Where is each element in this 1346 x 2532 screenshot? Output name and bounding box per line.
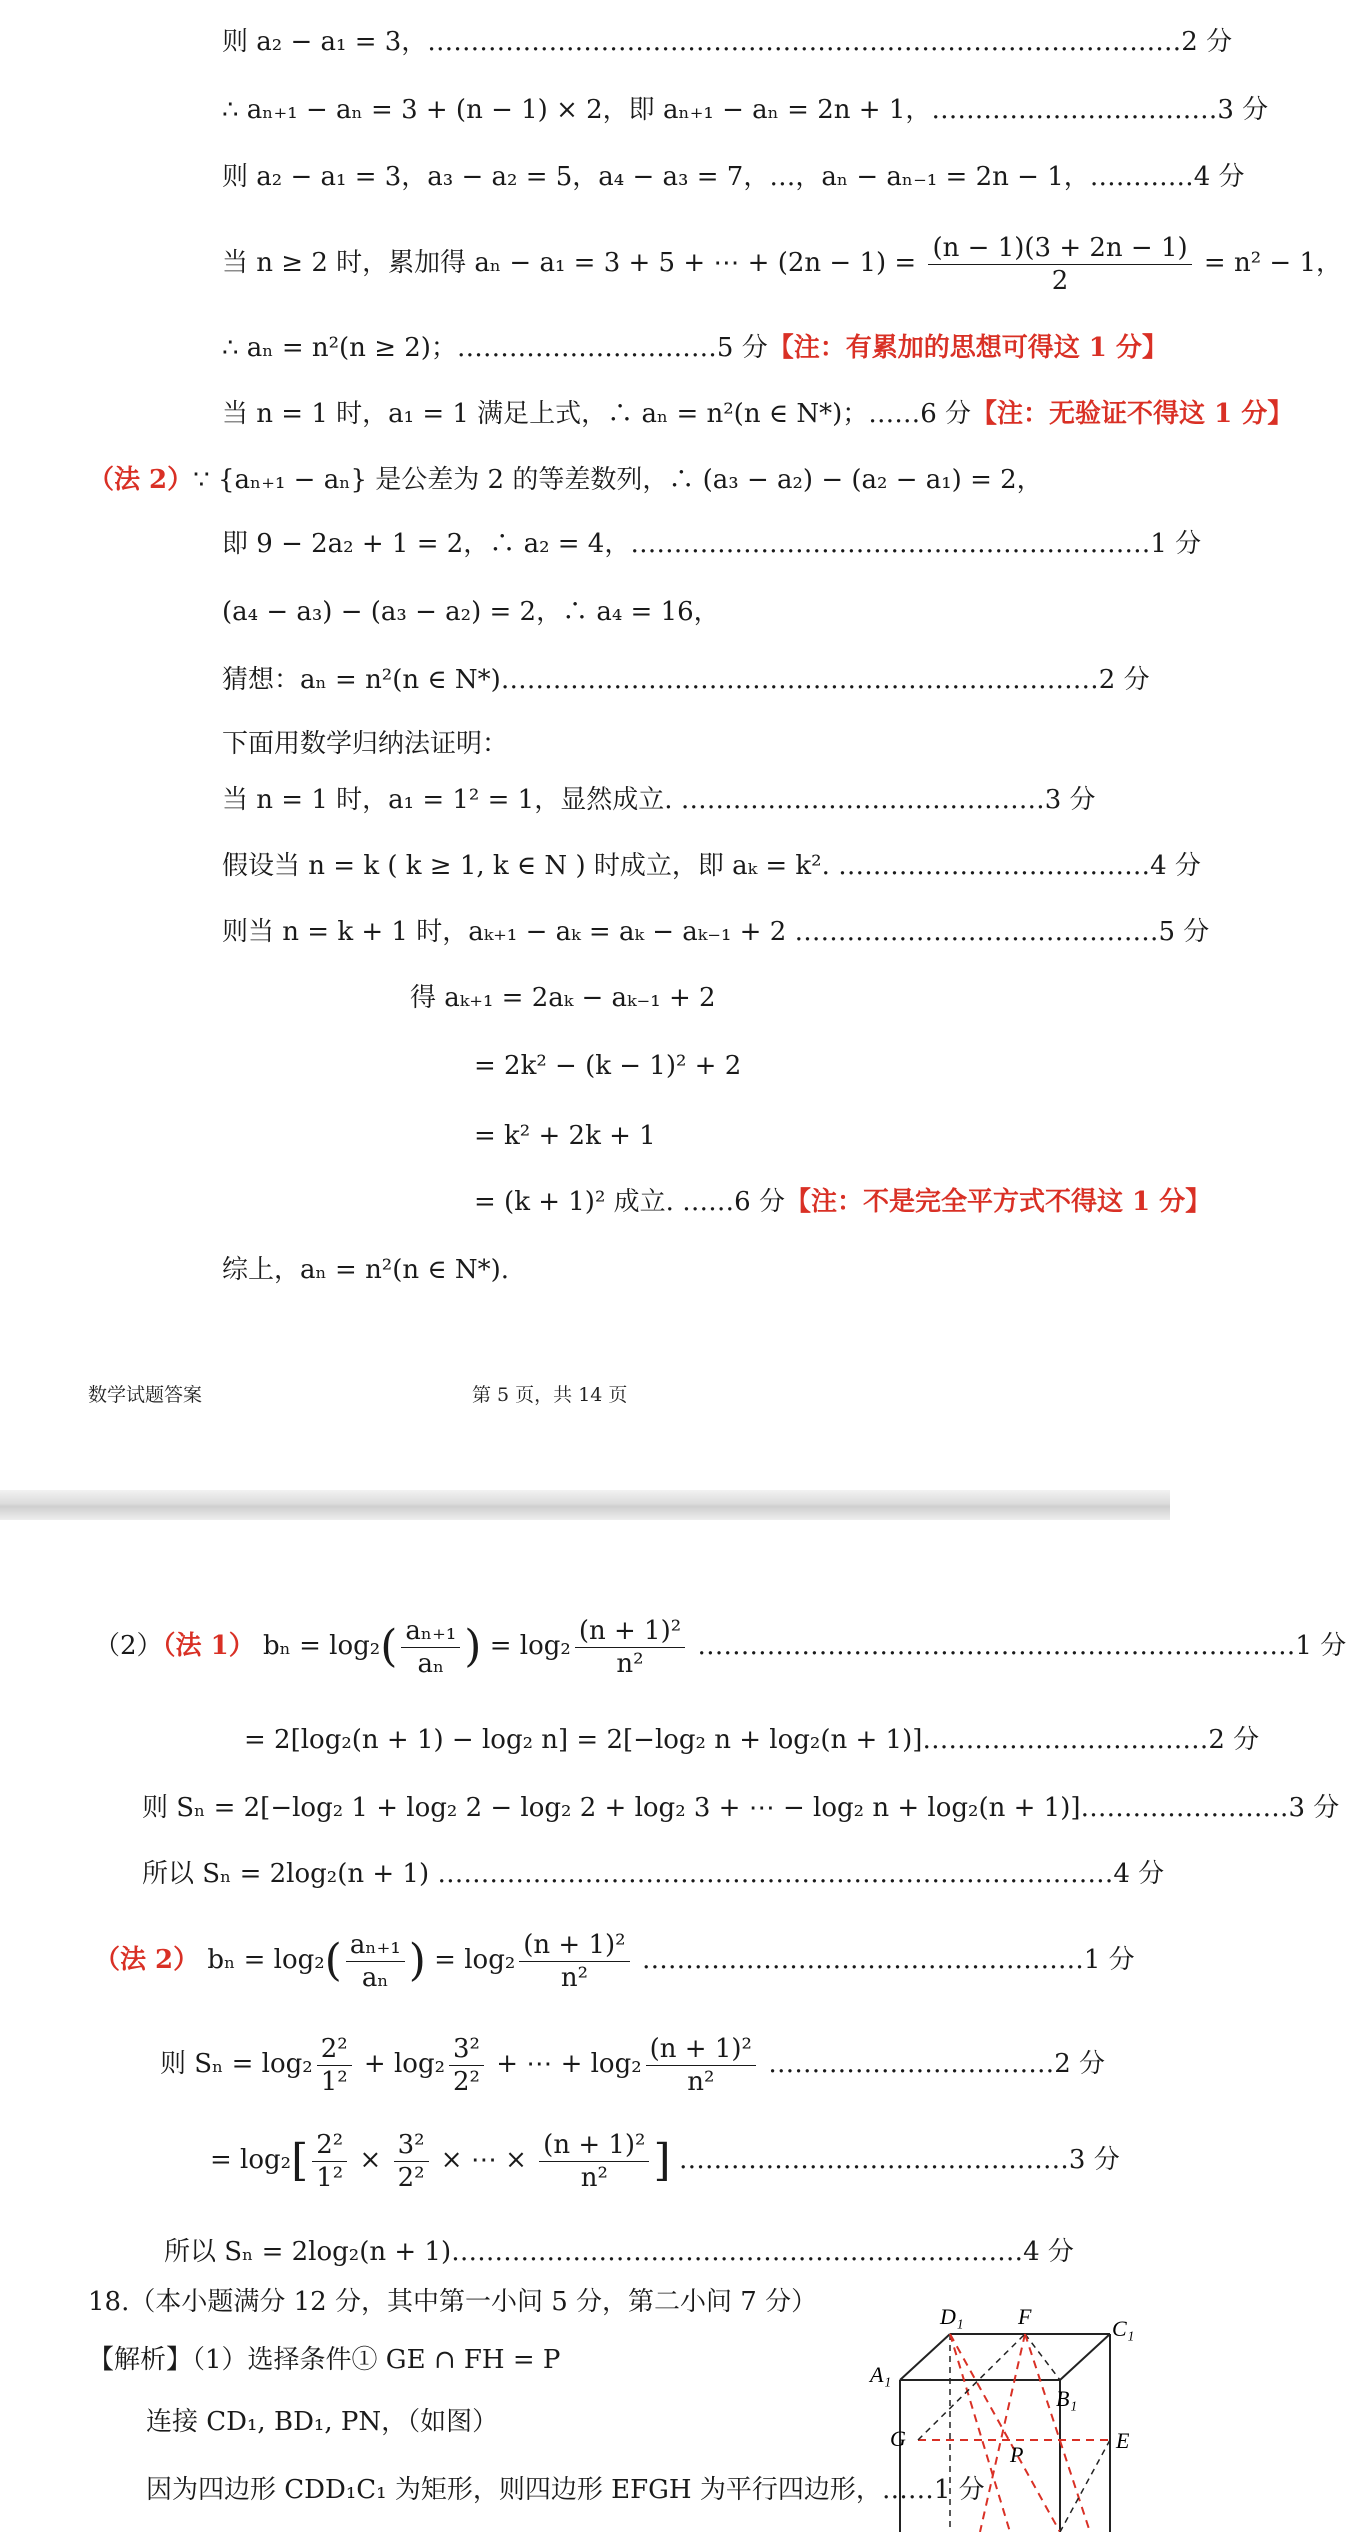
m2-ratio-fraction (346, 1929, 405, 1994)
line-an-n2 (222, 328, 1168, 368)
line-step-3: = k² + 2k + 1 (474, 1121, 656, 1151)
analysis-line: 【解析】（1）选择条件① GE ∩ FH = P (88, 2345, 561, 2375)
square-denominator: n² (616, 1648, 644, 1679)
line-a2-a1: 则 a₂ − a₁ = 3，……………………………………………………………………………2 分 (222, 27, 1233, 57)
frac-num: (n + 1)² (539, 2129, 649, 2162)
frac-num: 2² (312, 2129, 347, 2162)
ratio-numerator: aₙ₊₁ (401, 1615, 460, 1648)
frac-3sq-2sq (394, 2129, 429, 2194)
label-b1: B₁ (1056, 2386, 1078, 2411)
square-numerator: (n + 1)² (519, 1929, 629, 1962)
line-a2-value: 即 9 − 2a₂ + 1 = 2，∴ a₂ = 4，……………………………………………………1 分 (222, 529, 1202, 559)
fraction-numerator: (n − 1)(3 + 2n − 1) (928, 232, 1191, 265)
line-m2-bn (94, 1922, 1135, 1998)
cumulative-sum-fraction (928, 232, 1191, 297)
footer-doc-title: 数学试题答案 (88, 1384, 203, 1406)
step4-text: = (k + 1)² 成立. ……6 分 (474, 1187, 785, 1217)
line-hypothesis: 假设当 n = k ( k ≥ 1, k ∈ N ) 时成立，即 aₖ = k². ………………………………4 分 (222, 851, 1201, 881)
label-e: E (1116, 2428, 1130, 2453)
line-m2-result: 所以 Sₙ = 2log₂(n + 1)…………………………………………………………4 分 (164, 2237, 1074, 2267)
note-perfect-square: 【注：不是完全平方式不得这 1 分】 (784, 1187, 1212, 1217)
times-dots: × ⋯ × (432, 2145, 536, 2175)
frac-den: 1² (320, 2066, 348, 2097)
part2-label: （2） (94, 1631, 163, 1661)
m2-log-eq: = log₂ (425, 1945, 516, 1975)
answer-page-6 (0, 1520, 1346, 2532)
fraction-denominator: 2 (1051, 265, 1069, 296)
method2-label: （法 2） (88, 465, 194, 495)
line-m1-sum: 则 Sₙ = 2[−log₂ 1 + log₂ 2 − log₂ 2 + log₂ 3 + ⋯ − log₂ n + log₂(n + 1)]……………………3 分 (142, 1793, 1340, 1823)
frac-2sq-1sq (312, 2129, 347, 2194)
line-ak1-derive: 得 aₖ₊₁ = 2aₖ − aₖ₋₁ + 2 (410, 983, 716, 1013)
frac-den: 2² (453, 2066, 480, 2097)
m1-score-1: ……………………………………………………………1 分 (689, 1631, 1346, 1661)
m2-sn-lhs: 则 Sₙ = log₂ (160, 2049, 313, 2079)
m2-score-2: ……………………………2 分 (759, 2049, 1106, 2079)
prism-figure (860, 2300, 1160, 2532)
method2-label-p2: （法 2） (94, 1945, 200, 1975)
m1-log-eq: = log₂ (481, 1631, 571, 1661)
method2-text: ∵ {aₙ₊₁ − aₙ} 是公差为 2 的等差数列，∴ (a₃ − a₂) − (a₂ − a₁) = 2， (193, 465, 1043, 495)
bracket-open: [ (291, 2135, 309, 2186)
m2-plus-log: + log₂ (355, 2049, 446, 2079)
square-numerator: (n + 1)² (575, 1615, 685, 1648)
m2-score-1: ……………………………………………1 分 (633, 1945, 1135, 1975)
m1-ratio-fraction (401, 1615, 460, 1680)
note-verification: 【注：无验证不得这 1 分】 (971, 399, 1294, 429)
frac-num: 2² (317, 2033, 352, 2066)
m2-square-fraction (519, 1929, 629, 1994)
an-formula-text: ∴ aₙ = n²(n ≥ 2)；…………………………5 分 (222, 333, 768, 363)
line-m2-product (210, 2122, 1120, 2198)
because-line: 因为四边形 CDD₁C₁ 为矩形，则四边形 EFGH 为平行四边形，……1 分 (146, 2475, 985, 2505)
line-base-case: 当 n = 1 时，a₁ = 1² = 1，显然成立. ……………………………………3 分 (222, 785, 1096, 815)
line-cumulative-sum (222, 228, 1342, 298)
label-a1: A₁ (870, 2362, 892, 2387)
label-g: G (890, 2426, 906, 2451)
m2-score-3: ………………………………………3 分 (670, 2145, 1120, 2175)
paren-close: ) (464, 1621, 482, 1672)
footer-page-number: 第 5 页，共 14 页 (472, 1384, 628, 1406)
line-m1-expand: = 2[log₂(n + 1) − log₂ n] = 2[−log₂ n + log₂(n + 1)]……………………………2 分 (244, 1725, 1260, 1755)
frac-den: n² (687, 2066, 715, 2097)
m1-bn-lhs: bₙ = log₂ (262, 1631, 381, 1661)
label-f: F (1018, 2304, 1032, 2329)
line-m2-sum (160, 2026, 1105, 2102)
line-conjecture: 猜想：aₙ = n²(n ∈ N*)……………………………………………………………2 分 (222, 665, 1150, 695)
square-denominator: n² (560, 1962, 589, 1993)
line-induction-intro: 下面用数学归纳法证明： (222, 729, 509, 759)
frac-den: 1² (316, 2162, 344, 2193)
cumulative-sum-result: = n² − 1， (1195, 248, 1343, 278)
frac-den: 2² (397, 2162, 425, 2193)
connect-line: 连接 CD₁, BD₁, PN，（如图） (146, 2407, 499, 2437)
ratio-denominator: aₙ (417, 1648, 445, 1679)
line-n-equals-1 (222, 394, 1293, 434)
frac-num: 3² (394, 2129, 429, 2162)
line-inductive-step: 则当 n = k + 1 时，aₖ₊₁ − aₖ = aₖ − aₖ₋₁ + 2 ……………………………………5 分 (222, 917, 1210, 947)
line-step-4 (474, 1182, 1211, 1222)
label-p: P (1010, 2442, 1024, 2467)
times-sign: × (351, 2145, 390, 2175)
frac-n1sq-nsq (539, 2129, 649, 2194)
line-recurrence: ∴ aₙ₊₁ − aₙ = 3 + (n − 1) × 2，即 aₙ₊₁ − aₙ = 2n + 1，……………………………3 分 (222, 95, 1269, 125)
line-method2-start (88, 460, 1043, 500)
line-a4-value: (a₄ − a₃) − (a₃ − a₂) = 2，∴ a₄ = 16， (222, 597, 720, 627)
ratio-numerator: aₙ₊₁ (346, 1929, 405, 1962)
frac-2sq-1sq (317, 2033, 352, 2098)
frac-num: 3² (449, 2033, 484, 2066)
m2-log-product: = log₂ (210, 2145, 292, 2175)
frac-n1sq-nsq (646, 2033, 756, 2098)
label-c1: C₁ (1112, 2316, 1135, 2341)
question-18-header: 18.（本小题满分 12 分，其中第一小问 5 分，第二小问 7 分） (88, 2287, 818, 2317)
m1-square-fraction (575, 1615, 685, 1680)
note-cumulative: 【注：有累加的思想可得这 1 分】 (767, 333, 1168, 363)
line-differences: 则 a₂ − a₁ = 3，a₃ − a₂ = 5，a₄ − a₃ = 7，…，aₙ − aₙ₋₁ = 2n − 1，…………4 分 (222, 162, 1245, 192)
line-conclusion: 综上，aₙ = n²(n ∈ N*). (222, 1255, 510, 1285)
bracket-close: ] (653, 2135, 671, 2186)
m2-bn-lhs: bₙ = log₂ (207, 1945, 325, 1975)
frac-num: (n + 1)² (646, 2033, 756, 2066)
n1-check-text: 当 n = 1 时，a₁ = 1 满足上式，∴ aₙ = n²(n ∈ N*)；……6 分 (222, 399, 972, 429)
line-m1-result: 所以 Sₙ = 2log₂(n + 1) ……………………………………………………………………4 分 (142, 1859, 1165, 1889)
frac-3sq-2sq (449, 2033, 484, 2098)
frac-den: n² (580, 2162, 608, 2193)
method1-label: （法 1） (162, 1631, 255, 1661)
paren-open: ( (324, 1935, 342, 1986)
line-step-2: = 2k² − (k − 1)² + 2 (474, 1051, 742, 1081)
paren-close: ) (408, 1935, 426, 1986)
cumulative-sum-text: 当 n ≥ 2 时，累加得 aₙ − a₁ = 3 + 5 + ⋯ + (2n − 1) = (222, 248, 925, 278)
label-d1: D₁ (940, 2304, 964, 2329)
m2-dots-log: + ⋯ + log₂ (487, 2049, 642, 2079)
ratio-denominator: aₙ (361, 1962, 389, 1993)
line-m1-bn (94, 1608, 1346, 1684)
page-separator (0, 1490, 1170, 1520)
paren-open: ( (380, 1621, 398, 1672)
